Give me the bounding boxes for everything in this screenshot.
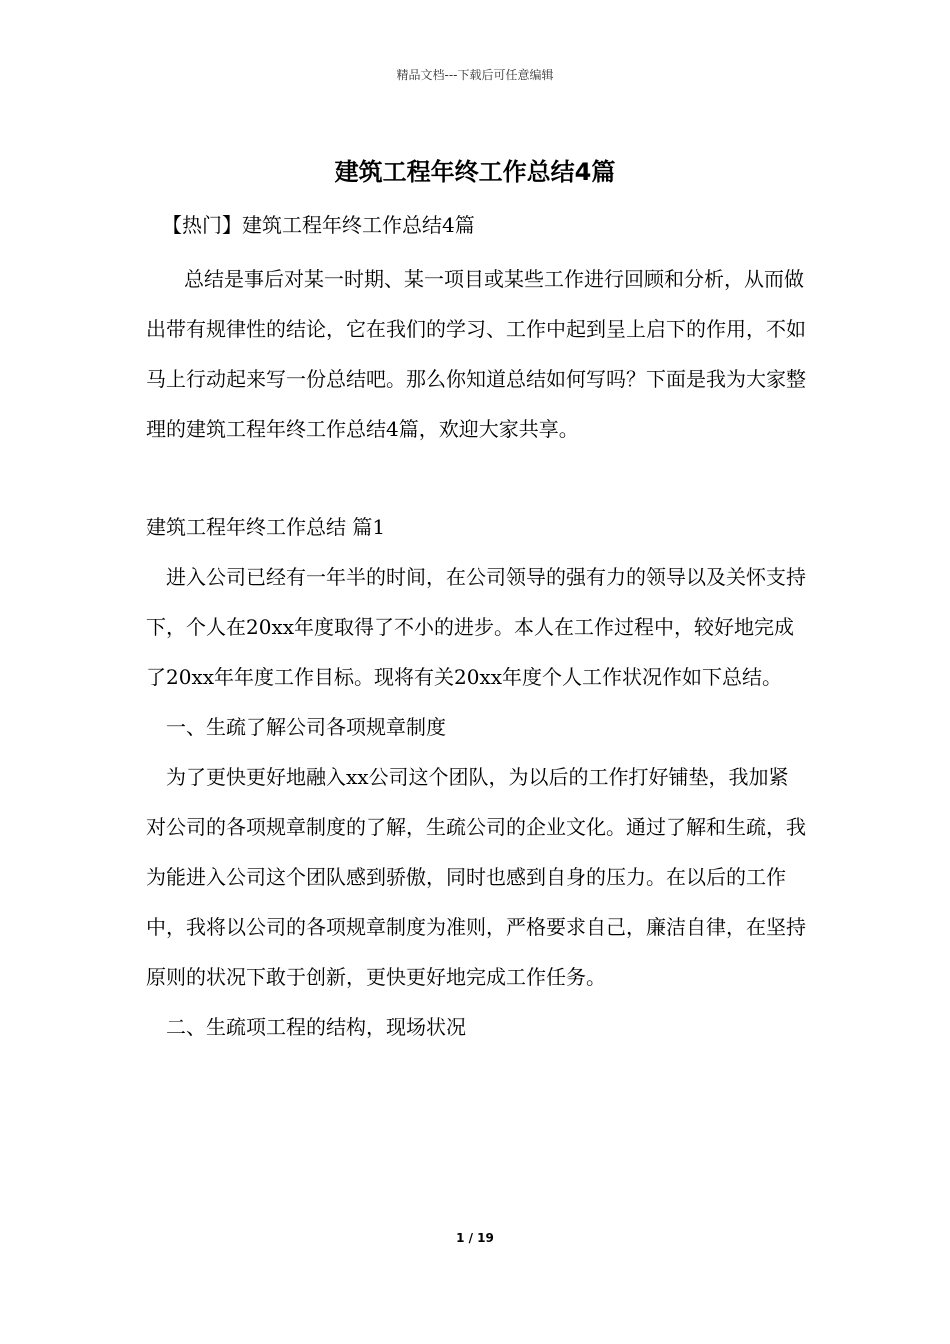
- document-subtitle: 【热门】建筑工程年终工作总结4篇: [162, 213, 475, 237]
- document-body: [146, 200, 808, 1052]
- item-1-paragraph: 为了更快更好地融入xx公司这个团队，为以后的工作打好铺垫，我加紧对公司的各项规章制度的了解，生疏公司的企业文化。通过了解和生疏，我为能进入公司这个团队感到骄傲，同时也感到自身的压力。在以后的工作中，我将以公司的各项规章制度为准则，严格要求自己，廉洁自律，在坚持原则的状况下敢于创新，更快更好地完成工作任务。: [146, 765, 806, 989]
- intro-paragraph: 总结是事后对某一时期、某一项目或某些工作进行回顾和分析，从而做出带有规律性的结论，它在我们的学习、工作中起到呈上启下的作用，不如马上行动起来写一份总结吧。那么你知道总结如何写吗？下面是我为大家整理的建筑工程年终工作总结4篇，欢迎大家共享。: [146, 267, 806, 441]
- section-paragraph: 进入公司已经有一年半的时间，在公司领导的强有力的领导以及关怀支持下，个人在20xx年度取得了不小的进步。本人在工作过程中，较好地完成了20xx年年度工作目标。现将有关20xx年度个人工作状况作如下总结。: [146, 565, 806, 689]
- header-note: 精品文档---下载后可任意编辑: [396, 68, 554, 82]
- section-spacer: [146, 454, 808, 502]
- section-heading: 建筑工程年终工作总结 篇1: [146, 515, 386, 539]
- item-2-heading: 二、生疏项工程的结构，现场状况: [166, 1015, 466, 1039]
- document-title: 建筑工程年终工作总结4篇: [334, 158, 616, 186]
- item-1-heading: 一、生疏了解公司各项规章制度: [166, 715, 446, 739]
- page-number: 1 / 19: [456, 1231, 494, 1245]
